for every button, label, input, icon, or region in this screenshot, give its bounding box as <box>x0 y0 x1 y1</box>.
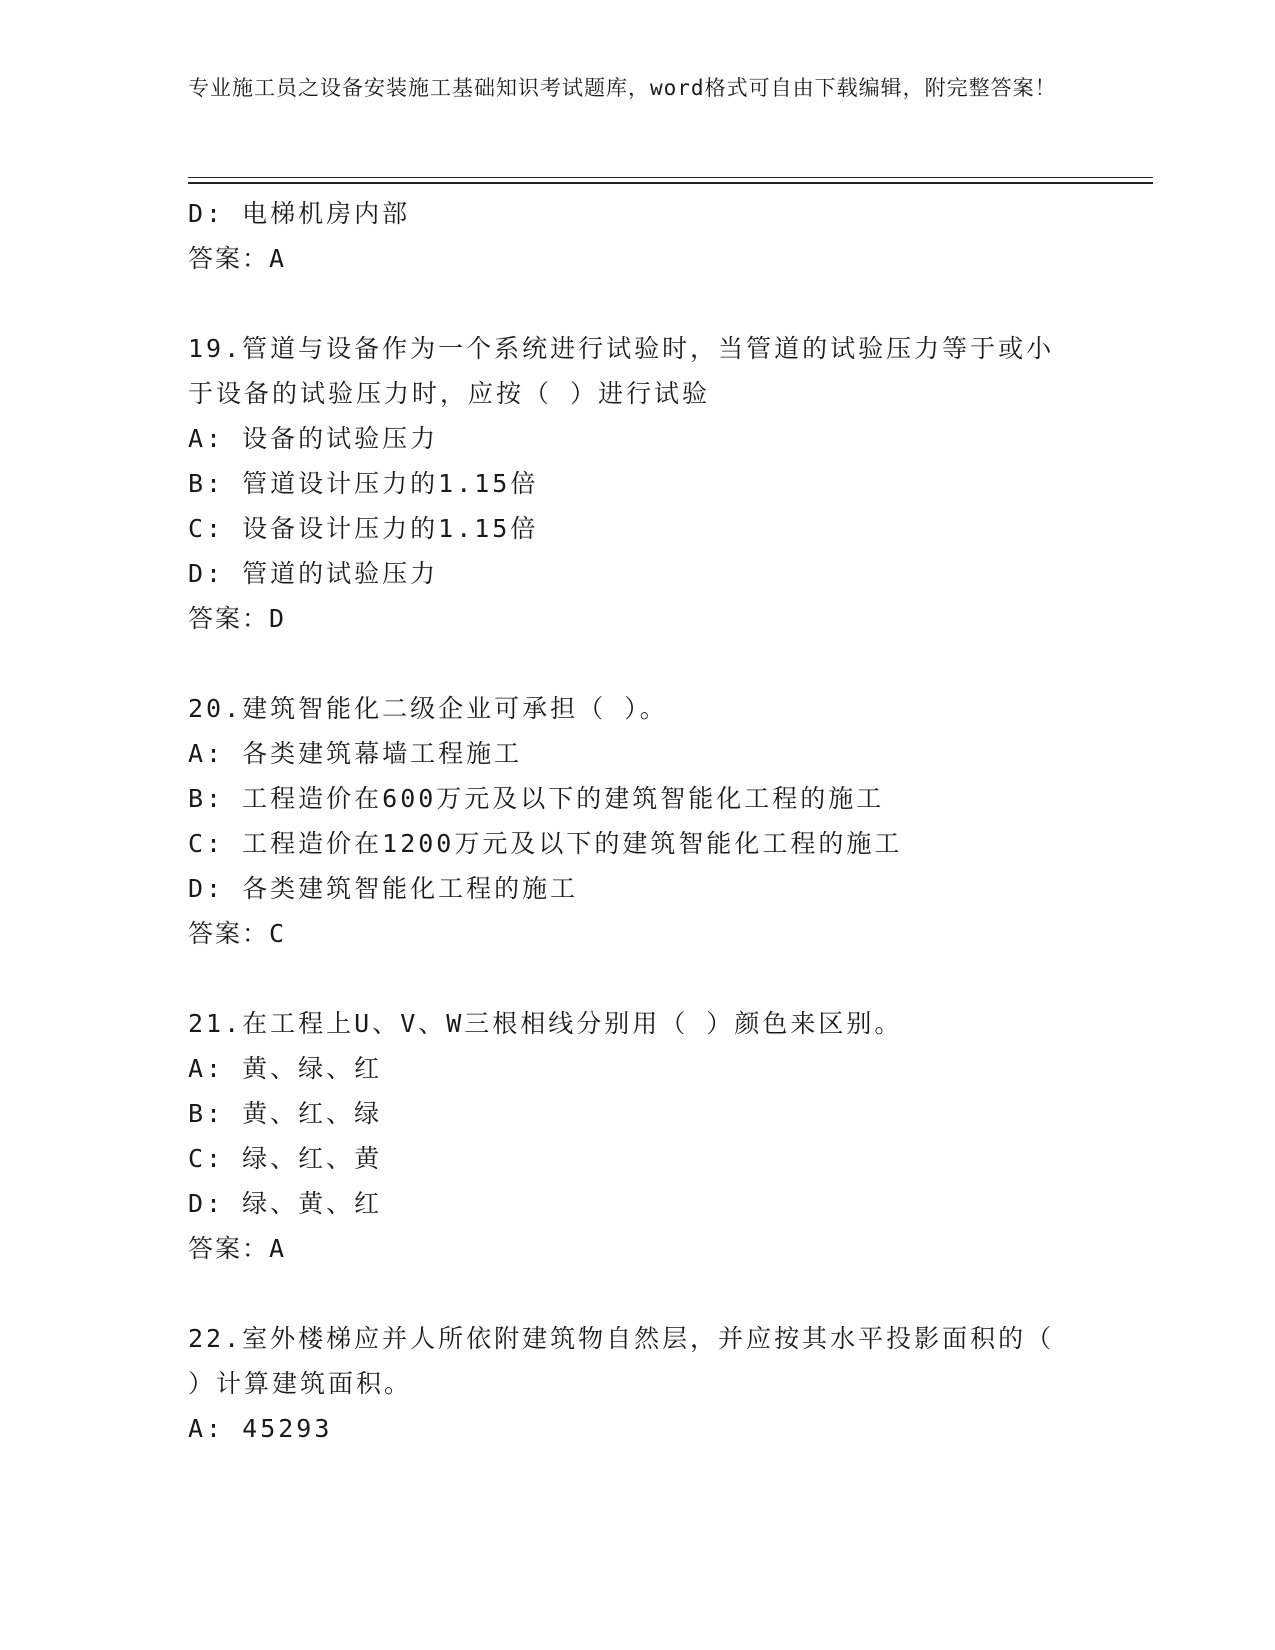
question-21-text: 21.在工程上U、V、W三根相线分别用（ ）颜色来区别。 <box>188 1009 903 1038</box>
option-a: A: 黄、绿、红 <box>188 1054 383 1083</box>
question-22-text: 22.室外楼梯应并人所依附建筑物自然层，并应按其水平投影面积的（ ）计算建筑面积。 <box>188 1324 1055 1398</box>
answer-line: 答案：A <box>188 244 287 273</box>
option-b: B: 工程造价在600万元及以下的建筑智能化工程的施工 <box>188 784 885 813</box>
option-a: A: 45293 <box>188 1414 333 1443</box>
option-d: D: 管道的试验压力 <box>188 559 439 588</box>
option-d: D: 各类建筑智能化工程的施工 <box>188 874 579 903</box>
option-c: C: 工程造价在1200万元及以下的建筑智能化工程的施工 <box>188 829 903 858</box>
option-a: A: 设备的试验压力 <box>188 424 439 453</box>
option-c: C: 设备设计压力的1.15倍 <box>188 514 539 543</box>
option-d: D: 电梯机房内部 <box>188 199 411 228</box>
question-19-text: 19.管道与设备作为一个系统进行试验时，当管道的试验压力等于或小于设备的试验压力时，应按（ ）进行试验 <box>188 334 1055 408</box>
answer-line: 答案：D <box>188 604 287 633</box>
question-content <box>188 191 1078 1451</box>
question-20-text: 20.建筑智能化二级企业可承担（ ）。 <box>188 694 668 723</box>
option-a: A: 各类建筑幕墙工程施工 <box>188 739 523 768</box>
page-header: 专业施工员之设备安装施工基础知识考试题库，word格式可自由下载编辑，附完整答案！ <box>188 76 1057 100</box>
answer-line: 答案：C <box>188 919 287 948</box>
answer-line: 答案：A <box>188 1234 287 1263</box>
header-rule-thick <box>188 182 1153 184</box>
header-rule-thin <box>188 177 1153 178</box>
option-d: D: 绿、黄、红 <box>188 1189 383 1218</box>
option-b: B: 黄、红、绿 <box>188 1099 383 1128</box>
option-b: B: 管道设计压力的1.15倍 <box>188 469 539 498</box>
option-c: C: 绿、红、黄 <box>188 1144 383 1173</box>
